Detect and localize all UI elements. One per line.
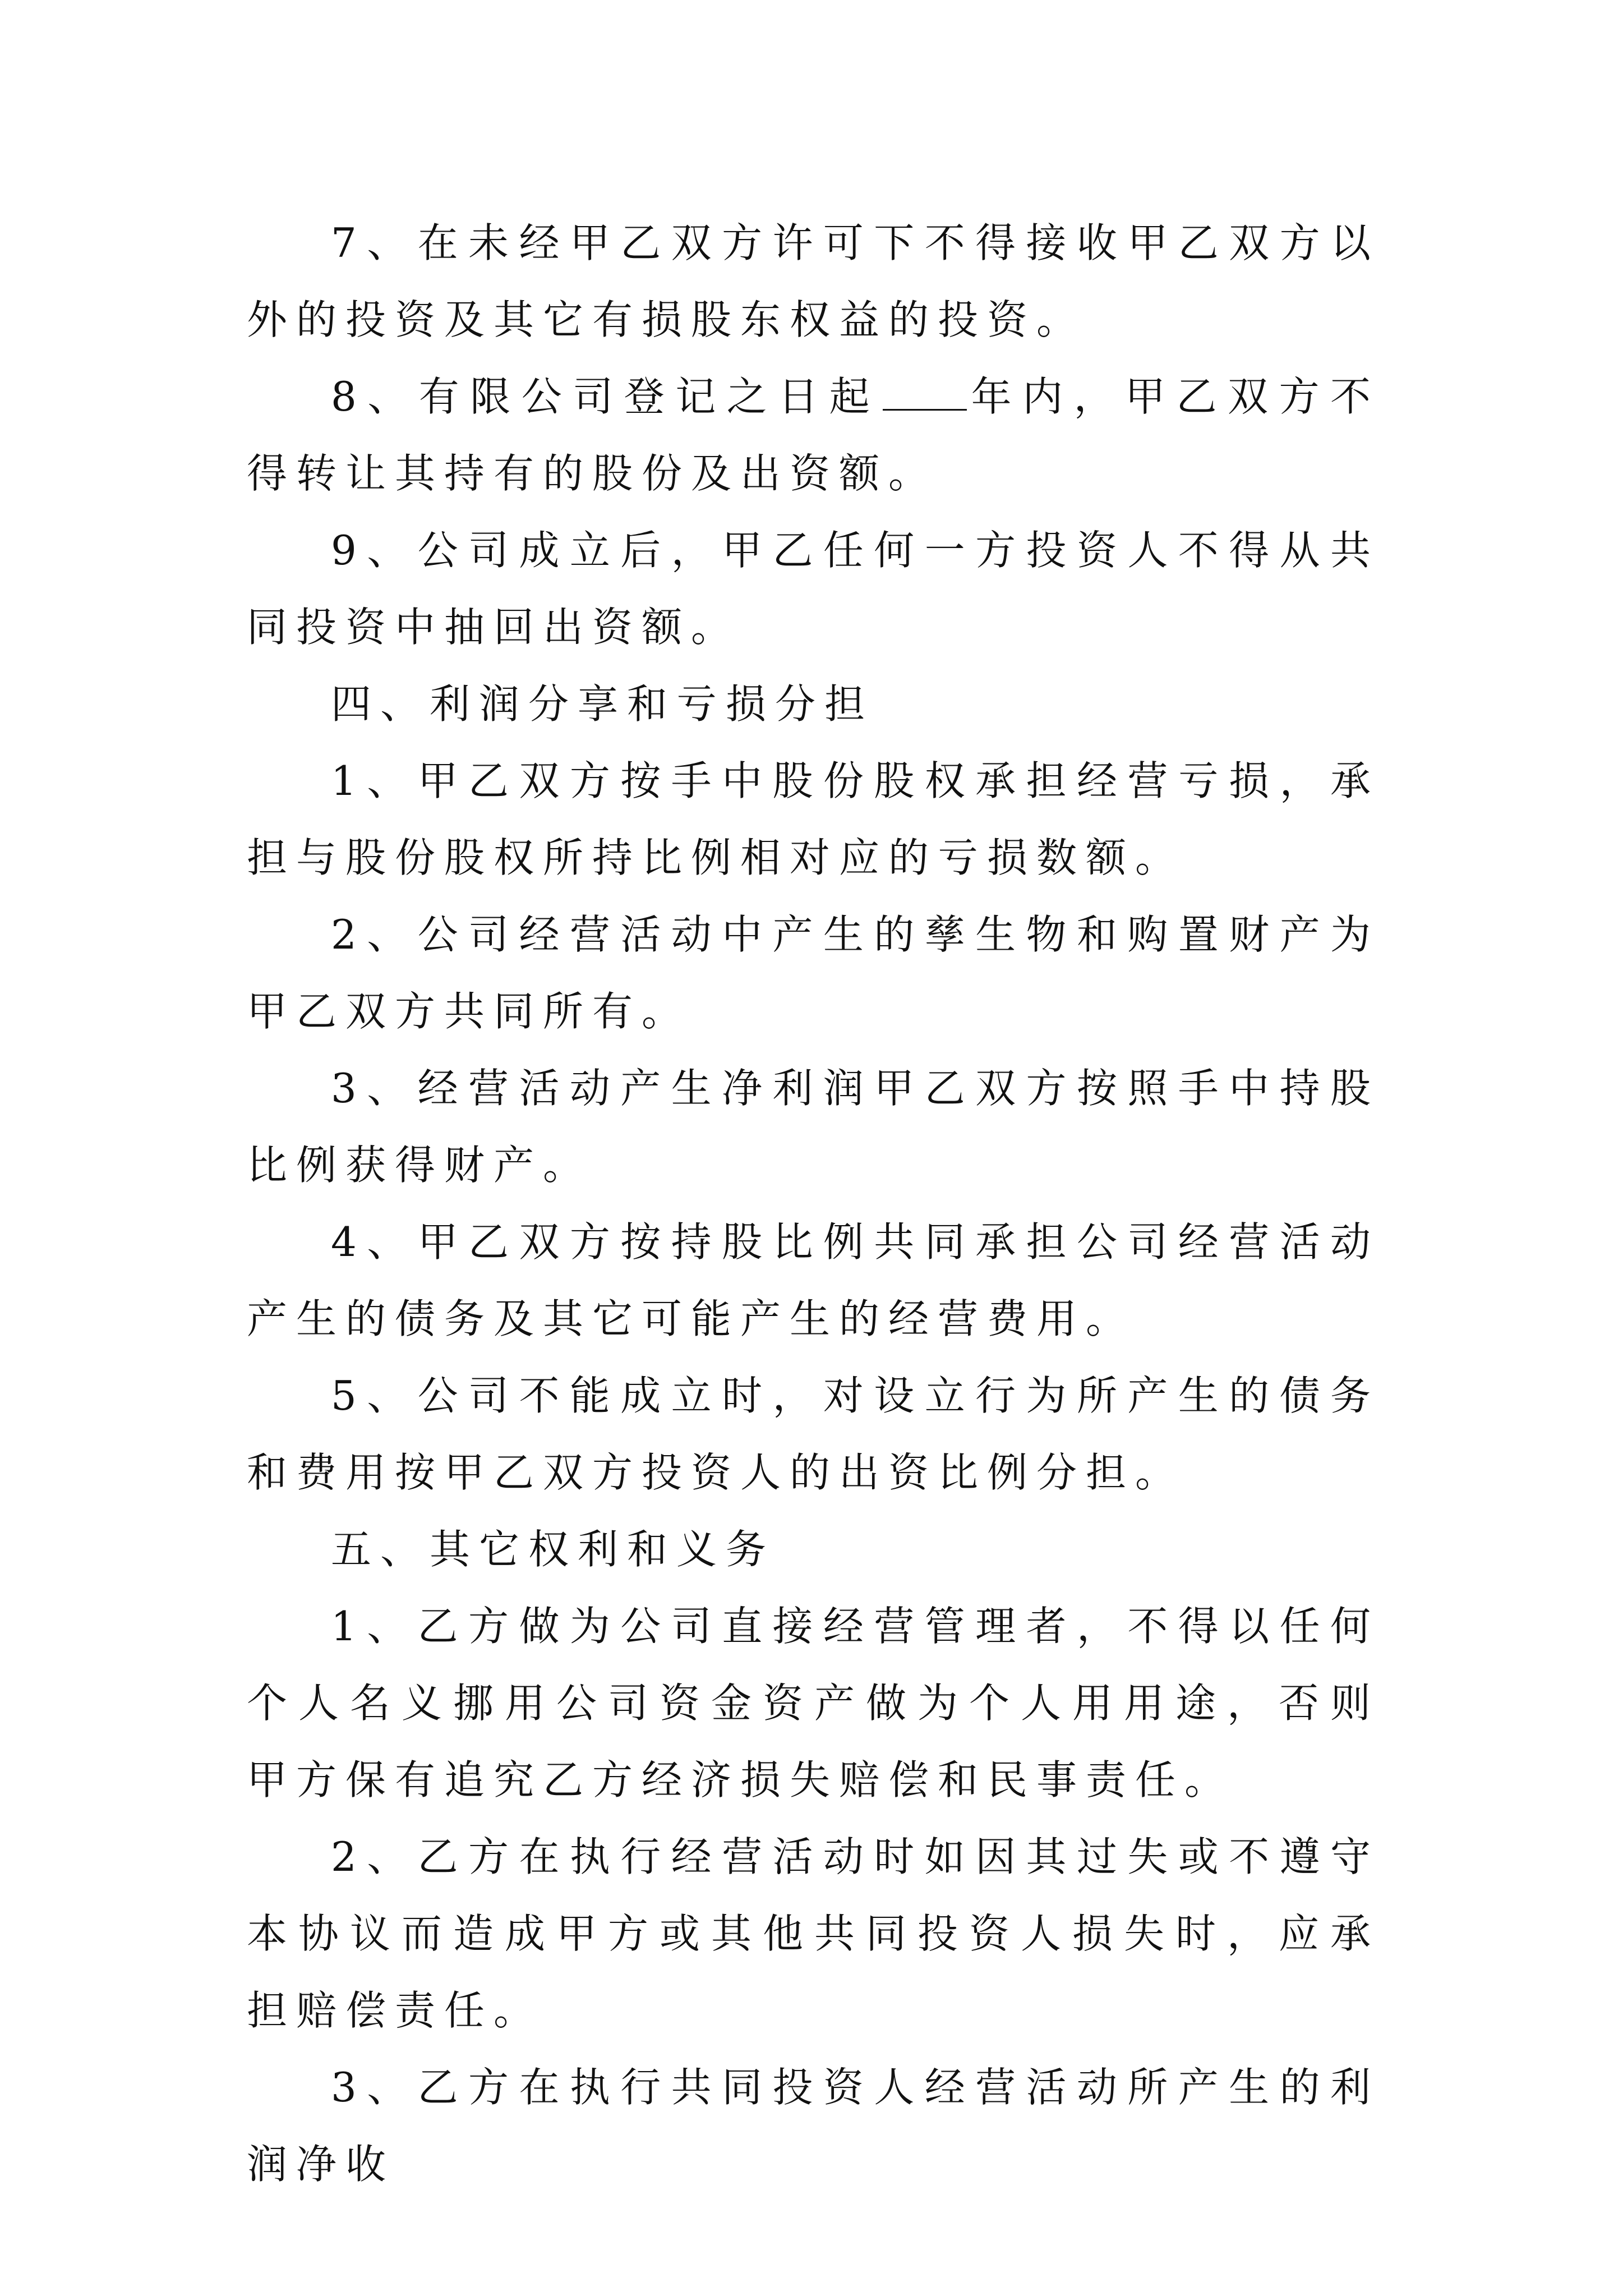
section-4-clause-3: 3、经营活动产生净利润甲乙双方按照手中持股比例获得财产。 xyxy=(247,1065,1380,1189)
section-4-clause-2: 2、公司经营活动中产生的孳生物和购置财产为甲乙双方共同所有。 xyxy=(247,911,1380,1035)
clause-7: 7、在未经甲乙双方许可下不得接收甲乙双方以外的投资及其它有损股东权益的投资。 xyxy=(247,219,1380,343)
clause-8-end: 年内，甲乙双方不得转让其持有的股份及出资额。 xyxy=(247,373,1380,497)
clause-9: 9、公司成立后，甲乙任何一方投资人不得从共同投资中抽回出资额。 xyxy=(247,527,1380,651)
section-heading-5: 五、其它权利和义务 xyxy=(331,1526,776,1573)
section-4-clause-5: 5、公司不能成立时，对设立行为所产生的债务和费用按甲乙双方投资人的出资比例分担。 xyxy=(247,1372,1380,1496)
section-5-clause-2: 2、乙方在执行经营活动时如因其过失或不遵守本协议而造成甲方或其他共同投资人损失时，应承担赔偿责任。 xyxy=(247,1833,1380,2034)
clause-8 xyxy=(247,358,1380,512)
fill-in-blank xyxy=(883,375,967,411)
section-5-clause-3: 3、乙方在执行共同投资人经营活动所产生的利润净收 xyxy=(247,2064,1380,2188)
section-4-clause-1: 1、甲乙双方按手中股份股权承担经营亏损，承担与股份股权所持比例相对应的亏损数额。 xyxy=(247,757,1380,881)
document-body xyxy=(247,205,1380,2203)
section-heading-4: 四、利润分享和亏损分担 xyxy=(331,680,874,728)
section-4-clause-4: 4、甲乙双方按持股比例共同承担公司经营活动产生的债务及其它可能产生的经营费用。 xyxy=(247,1218,1380,1342)
section-5-clause-1: 1、乙方做为公司直接经营管理者，不得以任何个人名义挪用公司资金资产做为个人用用途，否则甲方保有追究乙方经济损失赔偿和民事责任。 xyxy=(247,1603,1380,1803)
clause-8-start: 8、有限公司登记之日起 xyxy=(331,373,881,420)
